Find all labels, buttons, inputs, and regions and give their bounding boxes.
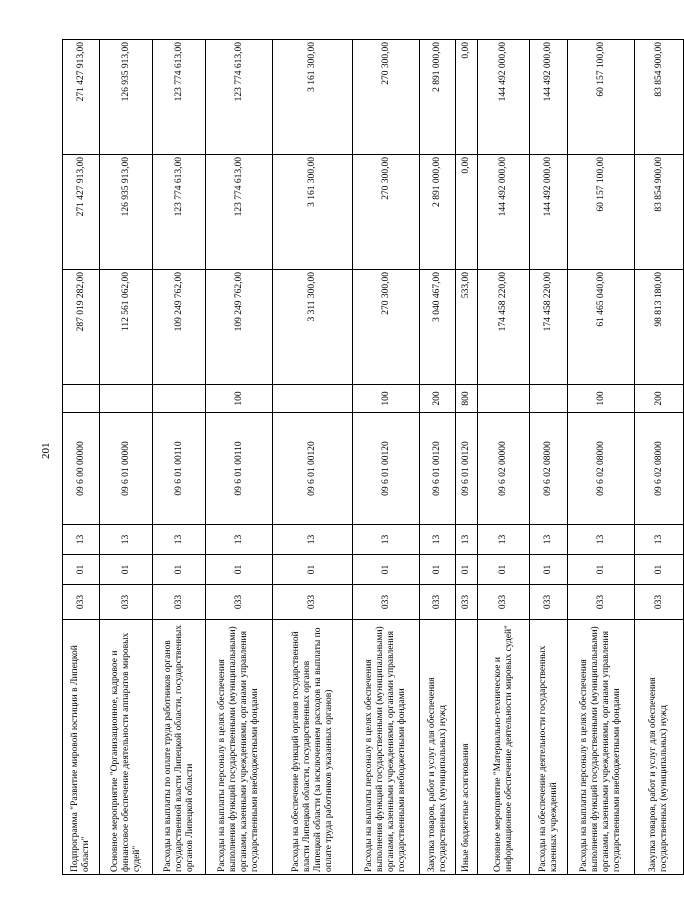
row-amount-year2: 144 492 000,00 [530,155,568,270]
row-subsection: 13 [206,525,273,555]
row-name: Иные бюджетные ассигнования [456,620,478,875]
row-subsection: 13 [456,525,478,555]
row-amount-year2: 271 427 913,00 [63,155,100,270]
row-amount-year3: 126 935 913,00 [100,40,153,155]
row-name: Расходы на выплаты по оплате труда работников органов государственной власти Липецкой области, государственных органов Липецкой области [153,620,206,875]
row-section: 01 [478,555,530,585]
table-row [456,40,478,875]
budget-table-container [62,40,669,875]
row-admin-code: 033 [273,585,353,620]
row-amount-year2: 83 854 900,00 [635,155,684,270]
row-amount-year3: 0,00 [456,40,478,155]
row-target-article: 09 6 01 00120 [420,413,456,525]
table-row [530,40,568,875]
row-target-article: 09 6 02 00000 [478,413,530,525]
row-amount-year1: 112 561 062,00 [100,270,153,385]
row-expense-type: 200 [635,385,684,413]
row-section: 01 [100,555,153,585]
row-amount-year3: 3 161 300,00 [273,40,353,155]
row-admin-code: 033 [206,585,273,620]
table-row [568,40,635,875]
row-amount-year1: 533,00 [456,270,478,385]
table-row [635,40,684,875]
table-row [420,40,456,875]
row-subsection: 13 [568,525,635,555]
table-row [153,40,206,875]
row-target-article: 09 6 00 00000 [63,413,100,525]
row-subsection: 13 [63,525,100,555]
row-admin-code: 033 [568,585,635,620]
budget-table [62,39,684,875]
row-amount-year3: 2 891 000,00 [420,40,456,155]
row-name: Расходы на выплаты персоналу в целях обеспечения выполнения функций государственными (муниципальными) органами, казенными учреждениями, органами управления государственными внебюджетными фондами [353,620,420,875]
row-amount-year1: 3 311 300,00 [273,270,353,385]
row-name: Расходы на выплаты персоналу в целях обеспечения выполнения функций государственными (муниципальными) органами, казенными учреждениями, органами управления государственными внебюджетными фондами [206,620,273,875]
row-amount-year2: 126 935 913,00 [100,155,153,270]
row-amount-year3: 144 492 000,00 [478,40,530,155]
row-amount-year1: 174 458 220,00 [478,270,530,385]
row-amount-year3: 271 427 913,00 [63,40,100,155]
row-name: Основное мероприятие "Материально-техническое и информационное обеспечение деятельности мировых судей" [478,620,530,875]
row-amount-year1: 98 813 180,00 [635,270,684,385]
row-expense-type: 800 [456,385,478,413]
row-amount-year1: 109 249 762,00 [206,270,273,385]
row-amount-year1: 109 249 762,00 [153,270,206,385]
table-row [206,40,273,875]
row-target-article: 09 6 01 00110 [206,413,273,525]
row-amount-year2: 123 774 613,00 [153,155,206,270]
row-admin-code: 033 [353,585,420,620]
row-name: Закупка товаров, работ и услуг для обеспечения государственных (муниципальных) нужд [420,620,456,875]
row-subsection: 13 [273,525,353,555]
row-expense-type [153,385,206,413]
row-subsection: 13 [100,525,153,555]
row-subsection: 13 [353,525,420,555]
row-amount-year2: 0,00 [456,155,478,270]
row-name: Закупка товаров, работ и услуг для обеспечения государственных (муниципальных) нужд [635,620,684,875]
row-name: Подпрограмма "Развитие мировой юстиции в Липецкой области" [63,620,100,875]
row-admin-code: 033 [100,585,153,620]
row-expense-type [63,385,100,413]
row-amount-year2: 270 300,00 [353,155,420,270]
row-expense-type: 100 [353,385,420,413]
row-section: 01 [456,555,478,585]
row-target-article: 09 6 01 00120 [273,413,353,525]
row-amount-year2: 3 161 300,00 [273,155,353,270]
row-target-article: 09 6 02 08000 [530,413,568,525]
row-admin-code: 033 [530,585,568,620]
row-target-article: 09 6 01 00110 [153,413,206,525]
table-row [478,40,530,875]
row-amount-year2: 60 157 100,00 [568,155,635,270]
row-section: 01 [530,555,568,585]
row-amount-year3: 123 774 613,00 [206,40,273,155]
row-expense-type [273,385,353,413]
row-section: 01 [420,555,456,585]
row-amount-year1: 61 465 040,00 [568,270,635,385]
row-admin-code: 033 [153,585,206,620]
row-section: 01 [635,555,684,585]
row-amount-year3: 144 492 000,00 [530,40,568,155]
row-target-article: 09 6 02 08000 [635,413,684,525]
row-section: 01 [568,555,635,585]
row-expense-type: 100 [568,385,635,413]
row-amount-year2: 144 492 000,00 [478,155,530,270]
row-amount-year2: 123 774 613,00 [206,155,273,270]
row-subsection: 13 [635,525,684,555]
row-subsection: 13 [530,525,568,555]
table-row [100,40,153,875]
row-section: 01 [353,555,420,585]
row-amount-year2: 2 891 000,00 [420,155,456,270]
row-section: 01 [153,555,206,585]
row-section: 01 [206,555,273,585]
row-section: 01 [273,555,353,585]
row-name: Основное мероприятие "Организационное, кадровое и финансовое обеспечение деятельности аппаратов мировых судей" [100,620,153,875]
row-name: Расходы на обеспечение функций органов государственной власти Липецкой области, государственных органов Липецкой области (за исключением расходов на выплаты по оплате труда работников указанных органов) [273,620,353,875]
row-target-article: 09 6 01 00120 [353,413,420,525]
row-target-article: 09 6 01 00000 [100,413,153,525]
row-expense-type: 100 [206,385,273,413]
row-name: Расходы на выплаты персоналу в целях обеспечения выполнения функций государственными (муниципальными) органами, казенными учреждениями, органами управления государственными внебюджетными фондами [568,620,635,875]
table-row [63,40,100,875]
row-amount-year3: 270 300,00 [353,40,420,155]
table-row [353,40,420,875]
table-row [273,40,353,875]
row-amount-year3: 83 854 900,00 [635,40,684,155]
row-amount-year3: 123 774 613,00 [153,40,206,155]
row-admin-code: 033 [420,585,456,620]
page-number: 201 [40,442,52,459]
row-subsection: 13 [153,525,206,555]
row-name: Расходы на обеспечение деятельности государственных казенных учреждений [530,620,568,875]
row-expense-type: 200 [420,385,456,413]
row-amount-year3: 60 157 100,00 [568,40,635,155]
row-admin-code: 033 [456,585,478,620]
row-admin-code: 033 [478,585,530,620]
table-body [63,40,684,875]
row-target-article: 09 6 02 08000 [568,413,635,525]
row-expense-type [530,385,568,413]
row-admin-code: 033 [635,585,684,620]
row-amount-year1: 174 458 220,00 [530,270,568,385]
row-amount-year1: 270 300,00 [353,270,420,385]
row-amount-year1: 287 019 282,00 [63,270,100,385]
row-expense-type [100,385,153,413]
row-expense-type [478,385,530,413]
row-admin-code: 033 [63,585,100,620]
row-subsection: 13 [420,525,456,555]
row-subsection: 13 [478,525,530,555]
row-target-article: 09 6 01 00120 [456,413,478,525]
row-amount-year1: 3 040 467,00 [420,270,456,385]
row-section: 01 [63,555,100,585]
